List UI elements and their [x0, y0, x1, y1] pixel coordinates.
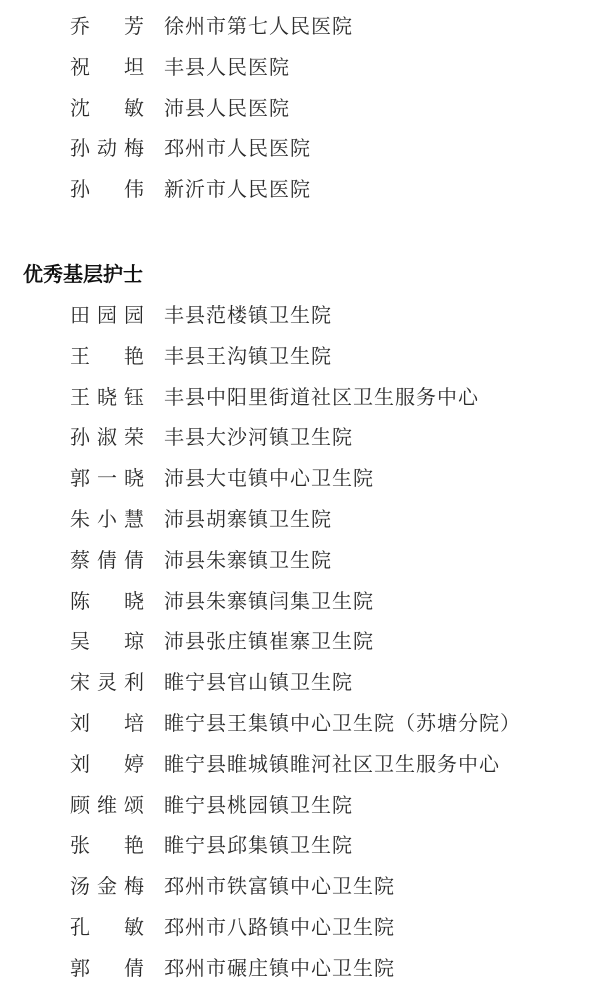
organization-name: 新沂市人民医院	[164, 177, 311, 202]
list-item	[0, 462, 600, 494]
list-item	[0, 340, 600, 372]
person-name: 吴 琼	[70, 629, 144, 654]
list-item	[0, 299, 600, 331]
organization-name: 睢宁县桃园镇卫生院	[164, 792, 353, 817]
list-item	[0, 870, 600, 902]
person-name: 张 艳	[70, 833, 144, 858]
person-name: 沈 敏	[70, 95, 144, 120]
list-item	[0, 51, 600, 83]
person-name: 郭 倩	[70, 955, 144, 980]
person-name: 王 晓 钰	[70, 384, 144, 409]
organization-name: 邳州市碾庄镇中心卫生院	[164, 955, 395, 980]
list-item	[0, 10, 600, 42]
list-item	[0, 829, 600, 861]
list-item	[0, 421, 600, 453]
list-item	[0, 92, 600, 124]
list-item	[0, 952, 600, 984]
organization-name: 丰县大沙河镇卫生院	[164, 425, 353, 450]
list-item	[0, 911, 600, 943]
person-name: 郭 一 晓	[70, 466, 144, 491]
organization-name: 睢宁县官山镇卫生院	[164, 670, 353, 695]
list-item	[0, 625, 600, 657]
list-item	[0, 666, 600, 698]
organization-name: 睢宁县王集镇中心卫生院（苏塘分院）	[164, 711, 521, 735]
person-name: 祝 坦	[70, 54, 144, 79]
section-heading: 优秀基层护士	[23, 262, 143, 286]
list-item	[0, 789, 600, 821]
organization-name: 沛县朱寨镇闫集卫生院	[164, 588, 374, 613]
person-name: 刘 培	[70, 711, 144, 735]
person-name: 孙 动 梅	[70, 136, 144, 161]
person-name: 田 园 园	[70, 303, 144, 327]
person-name: 蔡 倩 倩	[70, 547, 144, 572]
organization-name: 沛县人民医院	[164, 95, 290, 120]
organization-name: 沛县大屯镇中心卫生院	[164, 466, 374, 491]
person-name: 乔 芳	[70, 14, 144, 38]
person-name: 汤 金 梅	[70, 874, 144, 899]
organization-name: 丰县王沟镇卫生院	[164, 343, 332, 368]
list-item	[0, 585, 600, 617]
person-name: 朱 小 慧	[70, 507, 144, 531]
person-name: 王 艳	[70, 343, 144, 368]
person-name: 宋 灵 利	[70, 670, 144, 695]
list-item	[0, 544, 600, 576]
organization-name: 邳州市铁富镇中心卫生院	[164, 874, 395, 899]
list-item	[0, 748, 600, 780]
list-item	[0, 707, 600, 739]
organization-name: 徐州市第七人民医院	[164, 14, 353, 38]
person-name: 陈 晓	[70, 588, 144, 613]
person-name: 顾 维 颂	[70, 792, 144, 817]
organization-name: 睢宁县睢城镇睢河社区卫生服务中心	[164, 751, 500, 776]
organization-name: 沛县胡寨镇卫生院	[164, 507, 332, 531]
list-item	[0, 132, 600, 164]
person-name: 刘 婷	[70, 751, 144, 776]
organization-name: 睢宁县邱集镇卫生院	[164, 833, 353, 858]
organization-name: 丰县人民医院	[164, 54, 290, 79]
organization-name: 邳州市八路镇中心卫生院	[164, 915, 395, 939]
list-item	[0, 503, 600, 535]
person-name: 孙 淑 荣	[70, 425, 144, 450]
organization-name: 沛县朱寨镇卫生院	[164, 547, 332, 572]
list-item	[0, 381, 600, 413]
organization-name: 邳州市人民医院	[164, 136, 311, 161]
organization-name: 丰县中阳里街道社区卫生服务中心	[164, 384, 479, 409]
organization-name: 丰县范楼镇卫生院	[164, 303, 332, 327]
list-item	[0, 173, 600, 205]
organization-name: 沛县张庄镇崔寨卫生院	[164, 629, 374, 654]
person-name: 孔 敏	[70, 915, 144, 939]
person-name: 孙 伟	[70, 177, 144, 202]
